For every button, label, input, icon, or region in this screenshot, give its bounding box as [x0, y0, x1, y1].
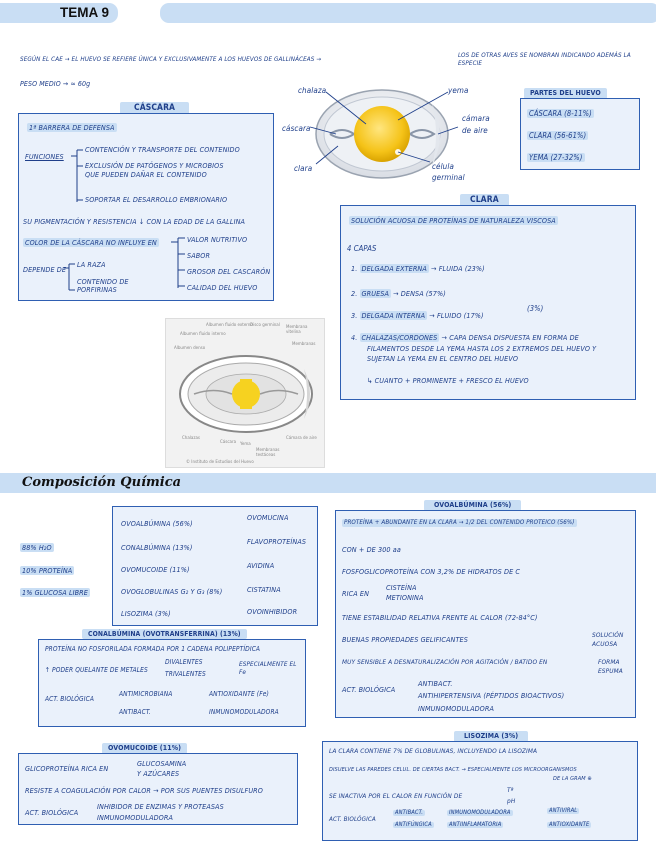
color-label: COLOR DE LA CÁSCARA NO INFLUYE EN [25, 238, 157, 247]
lisozima-act-1-text: ANTIBACT. [395, 810, 424, 816]
cascara-title: CÁSCARA [120, 102, 189, 115]
protein-a-2: CONALBÚMINA (13%) [121, 543, 193, 552]
ovomucoide-act-label: ACT. BIOLÓGICA [25, 808, 79, 817]
capa-3-name: DELGADA INTERNA [361, 311, 426, 320]
egg-label-cascara: cáscara [282, 124, 311, 133]
ovoalbumina-solucion-1: SOLUCIÓN [592, 631, 624, 639]
egg-label-pointers [280, 82, 480, 192]
ovoalbumina-act-2: ANTIHIPERTENSIVA (PÉPTIDOS BIOACTIVOS) [418, 691, 565, 700]
egg-diagram-drawing [174, 349, 318, 439]
lisozima-act-3 [547, 808, 579, 815]
clara-solucion: SOLUCIÓN ACUOSA DE PROTEÍNAS DE NATURALEZA VISCOSA [351, 216, 556, 225]
egg-label-de-aire: de aire [462, 126, 488, 135]
diagram-label-10: Yema [240, 441, 251, 446]
egg-label-clara: clara [294, 164, 313, 173]
ovoalbumina-act-label: ACT. BIOLÓGICA [342, 685, 396, 694]
lisozima-act-2 [447, 810, 513, 817]
lisozima-act-4 [393, 822, 434, 829]
ovoalbumina-line-3: FOSFOGLICOPROTEÍNA CON 3,2% DE HIDRATOS DE C [342, 567, 521, 576]
protein-a-3: OVOMUCOIDE (11%) [121, 565, 190, 574]
egg-label-chalaza: chalaza [298, 86, 327, 95]
lisozima-act-1 [393, 810, 425, 817]
ovomucoide-glucosamina: GLUCOSAMINA [137, 759, 187, 768]
ovomucoide-act-2: INMUNOMODULADORA [97, 813, 173, 822]
clara-pct-note: (3%) [527, 304, 544, 313]
diagram-caption: © Instituto de Estudios del Huevo [186, 459, 254, 464]
diagram-label-6: Membranas [292, 341, 316, 346]
color-brace [169, 234, 189, 294]
diagram-label-9: Cámara de aire [286, 435, 317, 440]
capa-3-desc: → FLUIDO (17%) [429, 311, 484, 320]
lisozima-gram-note: DE LA GRAM ⊕ [553, 776, 592, 782]
conalbumina-line-1: PROTEÍNA NO FOSFORILADA FORMADA POR 1 CADENA POLIPEPTÍDICA [45, 645, 261, 653]
depende-item-2: CONTENIDO DE [77, 277, 129, 286]
lisozima-func-2: pH [507, 797, 516, 805]
color-item-3: GROSOR DEL CASCARÓN [187, 267, 271, 276]
ovoalbumina-line-2: CON + DE 300 aa [342, 545, 401, 554]
diagram-label-8: Cáscara [220, 439, 237, 444]
depende-item-3: PORFIRINAS [77, 285, 117, 294]
capa-1-name: DELGADA EXTERNA [361, 264, 427, 273]
color-item-4: CALIDAD DEL HUEVO [187, 283, 258, 292]
protein-b-4: CISTATINA [247, 585, 281, 594]
proteins-box [112, 506, 318, 626]
ovomucoide-title: OVOMUCOIDE (11%) [102, 743, 187, 754]
ovoalbumina-act-1: ANTIBACT. [418, 679, 453, 688]
ovomucoide-box [18, 753, 298, 825]
intro-line-2: PESO MEDIO → ≈ 60g [20, 80, 91, 88]
ovomucoide-line-1: GLICOPROTEÍNA RICA EN [25, 764, 109, 773]
protein-b-3: AVIDINA [247, 561, 275, 570]
clara-box [340, 205, 636, 400]
funcion-2b: QUE PUEDEN DAÑAR EL CONTENIDO [85, 170, 207, 179]
conalbumina-line-2: ↑ PODER QUELANTE DE METALES [45, 666, 148, 674]
conalbumina-note: ESPECIALMENTE EL Fe [239, 660, 297, 676]
diagram-label-7: Chalazas [182, 435, 200, 440]
lisozima-title: LISOZIMA (3%) [454, 731, 528, 742]
intro-line-1: SEGÚN EL CAE → EL HUEVO SE REFIERE ÚNICA Y EXCLUSIVAMENTE A LOS HUEVOS DE GALLINÁCEAS → [20, 56, 322, 63]
egg-diagram [165, 318, 325, 468]
comp-h2o [20, 543, 54, 552]
capa-2-num: 2. [351, 289, 358, 298]
egg-label-celula: célula [432, 162, 454, 171]
cascara-pigment: SU PIGMENTACIÓN Y RESISTENCIA ↓ CON LA EDAD DE LA GALLINA [23, 217, 246, 226]
egg-label-yema: yema [448, 86, 469, 95]
diagram-label-5: Membrana vitelina [286, 324, 308, 334]
parte-yema [527, 153, 585, 162]
color-item-1: VALOR NUTRITIVO [187, 235, 248, 244]
conalbumina-act-4: INMUNOMODULADORA [209, 708, 279, 716]
lisozima-act-4-text: ANTIFÚNGICA [395, 822, 432, 828]
protein-b-2: FLAVOPROTEÍNAS [247, 537, 307, 546]
comp-proteina [20, 566, 74, 575]
partes-box [520, 98, 640, 170]
ovomucoide-line-2: RESISTE A COAGULACIÓN POR CALOR → POR SUS PUENTES DISULFURO [25, 786, 263, 795]
capa-2 [351, 289, 446, 298]
parte-clara [527, 131, 588, 140]
diagram-label-1: Albumen fluido externo [206, 322, 253, 327]
ovoalbumina-line-6: BUENAS PROPIEDADES GELIFICANTES [342, 635, 468, 644]
intro-line-1-note: LOS DE OTRAS AVES SE NOMBRAN INDICANDO ADEMÁS LA ESPECIE [458, 52, 631, 67]
parte-cascara-text: CÁSCARA (8-11%) [529, 109, 592, 118]
ovoalbumina-solucion-2: ACUOSA [592, 640, 618, 648]
conalbumina-act-1: ANTIMICROBIANA [119, 690, 173, 698]
lisozima-line-3: SE INACTIVA POR EL CALOR EN FUNCIÓN DE [329, 792, 463, 800]
conalbumina-act-3: ANTIOXIDANTE (Fe) [209, 690, 269, 698]
parte-yema-text: YEMA (27-32%) [529, 153, 583, 162]
parte-cascara [527, 109, 594, 118]
capa-3-num: 3. [351, 311, 358, 320]
capa-2-desc: → DENSA (57%) [393, 289, 446, 298]
capa-1-desc: → FLUIDA (23%) [431, 264, 485, 273]
capa-1 [351, 264, 485, 273]
lisozima-act-3-text: ANTIVIRAL [549, 808, 578, 814]
composicion-title: Composición Química [22, 475, 182, 490]
protein-a-4: OVOGLOBULINAS G₂ Y G₃ (8%) [121, 587, 223, 596]
ovoalbumina-espuma-2: ESPUMA [598, 667, 623, 675]
chalaza-line-3: SUJETAN LA YEMA EN EL CENTRO DEL HUEVO [367, 354, 519, 363]
lisozima-box [322, 741, 638, 841]
lisozima-line-1: LA CLARA CONTIENE 7% DE GLOBULINAS, INCLUYENDO LA LISOZIMA [329, 747, 538, 755]
egg-label-camara: cámara [462, 114, 490, 123]
comp-glucosa [20, 588, 90, 597]
page-title: TEMA 9 [60, 5, 110, 20]
cascara-box [18, 113, 274, 301]
comp-glucosa-text: 1% GLUCOSA LIBRE [22, 588, 88, 597]
comp-h2o-text: 88% H₂O [22, 543, 52, 552]
capa-2-name: GRUESA [361, 289, 389, 298]
diagram-label-4: Disco germinal [250, 322, 280, 327]
ovoalbumina-line-1: PROTEÍNA + ABUNDANTE EN LA CLARA → 1/2 DEL CONTENIDO PROTEICO (56%) [344, 519, 575, 526]
ovoalbumina-metionina: METIONINA [386, 593, 424, 602]
depende-item-1: LA RAZA [77, 260, 106, 269]
ovoalbumina-line-5: TIENE ESTABILIDAD RELATIVA FRENTE AL CALOR (72-84°C) [342, 613, 538, 622]
ovoalbumina-rica: RICA EN [342, 589, 370, 598]
ovoalbumina-title: OVOALBÚMINA (56%) [424, 500, 521, 511]
diagram-label-3: Albumen denso [174, 345, 206, 350]
funcion-2: EXCLUSIÓN DE PATÓGENOS Y MICROBIOS [85, 161, 224, 170]
capa-4 [351, 333, 579, 342]
funciones-label: FUNCIONES [25, 152, 64, 161]
ovoalbumina-line-7: MUY SENSIBLE A DESNATURALIZACIÓN POR AGITACIÓN / BATIDO EN [342, 658, 548, 666]
lisozima-act-6-text: ANTIOXIDANTE [549, 822, 590, 828]
protein-a-1: OVOALBÚMINA (56%) [121, 519, 193, 528]
ovoalbumina-act-3: INMUNOMODULADORA [418, 704, 494, 713]
partes-title: PARTES DEL HUEVO [524, 88, 607, 99]
conalbumina-box [38, 639, 306, 727]
header-right-bar [160, 3, 656, 23]
lisozima-act-label: ACT. BIOLÓGICA [329, 816, 376, 823]
conalbumina-act-label: ACT. BIOLÓGICA [45, 695, 95, 703]
capa-4-name: CHALAZAS/CORDONES [361, 333, 438, 342]
depende-brace [63, 260, 77, 296]
lisozima-act-5-text: ANTIINFLAMATORIA [449, 822, 502, 828]
chalaza-line-2: FILAMENTOS DESDE LA YEMA HASTA LOS 2 EXTREMOS DEL HUEVO Y [367, 344, 597, 353]
depende-label: DEPENDE DE [23, 265, 67, 274]
capa-1-num: 1. [351, 264, 358, 273]
parte-clara-text: CLARA (56-61%) [529, 131, 587, 140]
lisozima-func-1: Tª [507, 786, 514, 794]
conalbumina-act-2: ANTIBACT. [119, 708, 151, 716]
capa-4-num: 4. [351, 333, 358, 342]
ovoalbumina-cisteina: CISTEÍNA [386, 583, 417, 592]
cascara-barrier: 1ª BARRERA DE DEFENSA [29, 123, 115, 132]
protein-b-1: OVOMUCINA [247, 513, 289, 522]
ovomucoide-act-1: INHIBIDOR DE ENZIMAS Y PROTEASAS [97, 802, 224, 811]
comp-proteina-text: 10% PROTEÍNA [22, 566, 73, 575]
diagram-label-11: Membranas testáceas [256, 447, 280, 457]
funcion-1: CONTENCIÓN Y TRANSPORTE DEL CONTENIDO [85, 145, 240, 154]
clara-title: CLARA [460, 194, 509, 207]
lisozima-line-2: DISUELVE LAS PAREDES CELUL. DE CIERTAS BACT. → ESPECIALMENTE LOS MICROORGANISMOS [329, 767, 577, 773]
clara-capas-label: 4 CAPAS [347, 244, 377, 253]
ovoalbumina-box [335, 510, 636, 718]
funcion-3: SOPORTAR EL DESARROLLO EMBRIONARIO [85, 195, 228, 204]
conalbumina-trivalentes: TRIVALENTES [165, 670, 206, 678]
chalaza-note: ↳ CUANTO + PROMINENTE + FRESCO EL HUEVO [367, 376, 529, 385]
conalbumina-title: CONALBÚMINA (OVOTRANSFERRINA) (13%) [82, 629, 247, 639]
protein-b-5: OVOINHIBIDOR [247, 607, 298, 616]
ovomucoide-azucares: Y AZÚCARES [137, 769, 180, 778]
protein-a-5: LISOZIMA (3%) [121, 609, 171, 618]
lisozima-act-5 [447, 822, 503, 829]
color-item-2: SABOR [187, 251, 211, 260]
capa-3 [351, 311, 484, 320]
lisozima-act-6 [547, 822, 591, 829]
capa-4-desc: → CAPA DENSA DISPUESTA EN FORMA DE [441, 333, 579, 342]
conalbumina-divalentes: DIVALENTES [165, 658, 203, 666]
lisozima-act-2-text: INMUNOMODULADORA [449, 810, 511, 816]
ovoalbumina-espuma-1: FORMA [598, 658, 620, 666]
diagram-label-2: Albumen fluido interno [180, 331, 226, 336]
egg-label-germinal: germinal [432, 173, 465, 182]
